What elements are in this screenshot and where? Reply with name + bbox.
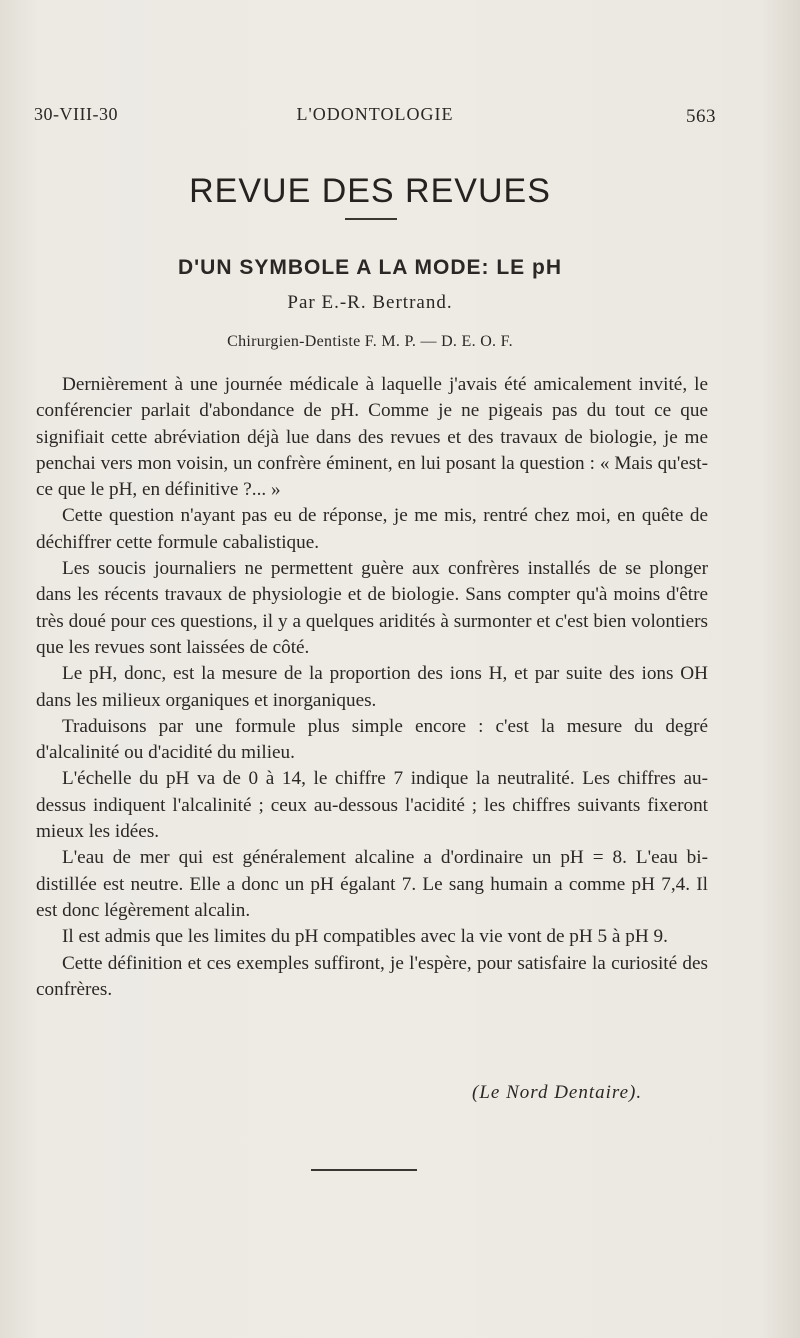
paragraph: Cette définition et ces exemples suffiront, je l'espère, pour satisfaire la curiosité des confrères.	[36, 952, 708, 1000]
title-divider	[345, 218, 397, 220]
article-byline: Par E.-R. Bertrand.	[287, 292, 453, 313]
paragraph: Le pH, donc, est la mesure de la proportion des ions H, et par suite des ions OH dans les milieux organiques et inorganiques.	[36, 663, 708, 711]
article-source: (Le Nord Dentaire).	[472, 1082, 643, 1103]
journal-name: L'ODONTOLOGIE	[296, 104, 454, 124]
author-affiliation: Chirurgien-Dentiste F. M. P. — D. E. O. F.	[227, 333, 513, 350]
paragraph: Les soucis journaliers ne permettent guère aux confrères installés de se plonger dans les récents travaux de physiologie et de biologie. Sans compter qu'à moins d'être très doué pour ces questions, il y a quelques aridités à surmonter et c'est bien volontiers que les revues sont laissées de côté.	[36, 558, 708, 658]
issue-date: 30-VIII-30	[34, 104, 118, 124]
paragraph: L'eau de mer qui est généralement alcaline a d'ordinaire un pH = 8. L'eau bi-distillée est neutre. Elle a donc un pH égalant 7. Le sang humain a comme pH 7,4. Il est donc légèrement alcalin.	[36, 847, 708, 921]
article-title: D'UN SYMBOLE A LA MODE: LE pH	[178, 256, 562, 279]
running-head	[34, 104, 716, 132]
paragraph: Traduisons par une formule plus simple encore : c'est la mesure du degré d'alcalinité ou d'acidité du milieu.	[36, 715, 708, 764]
article-body	[36, 372, 708, 1003]
end-divider	[311, 1169, 417, 1171]
paragraph: Il est admis que les limites du pH compatibles avec la vie vont de pH 5 à pH 9.	[62, 926, 668, 948]
section-title: REVUE DES REVUES	[189, 172, 551, 210]
paragraph: Dernièrement à une journée médicale à laquelle j'avais été amicalement invité, le conférencier parlait d'abondance de pH. Comme je ne pigeais pas du tout ce que signifiait cette abréviation déjà lue dans des revues et des travaux de biologie, je me penchai vers mon voisin, un confrère éminent, en lui posant la question : « Mais qu'est-ce que le pH, en définitive ?... »	[36, 374, 708, 501]
paragraph: Cette question n'ayant pas eu de réponse, je me mis, rentré chez moi, en quête de déchiffrer cette formule cabalistique.	[36, 505, 708, 553]
page-number: 563	[686, 106, 716, 127]
paragraph: L'échelle du pH va de 0 à 14, le chiffre 7 indique la neutralité. Les chiffres au-dessus indiquent l'alcalinité ; ceux au-dessous l'acidité ; les chiffres suivants fixeront mieux les idées.	[36, 768, 708, 843]
